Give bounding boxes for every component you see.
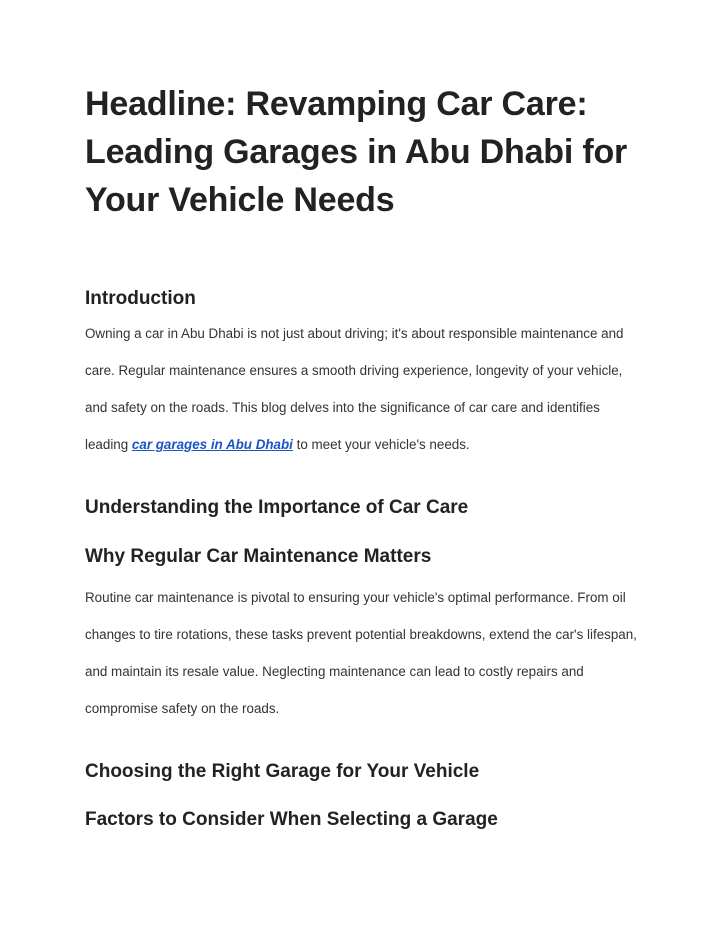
page-title: Headline: Revamping Car Care: Leading Garages in Abu Dhabi for Your Vehicle Needs [85, 85, 628, 219]
why-maintenance-paragraph: Routine car maintenance is pivotal to ensuring your vehicle's optimal performance. From oil changes to tire rotations, these tasks prevent potential breakdowns, extend the car's lifespan, and maintain its resale value. Neglecting maintenance can lead to costly repairs and compromise safety on the roads. [85, 590, 637, 716]
introduction-heading: Introduction [85, 288, 196, 309]
car-garages-link[interactable]: car garages in Abu Dhabi [131, 437, 293, 452]
introduction-text-end: to meet your vehicle's needs. [292, 437, 470, 452]
introduction-paragraph [85, 315, 645, 463]
introduction-text-start: Owning a car in Abu Dhabi is not just about driving; it's about responsible maintenance and care. Regular maintenance ensures a smooth driving experience, longevity of your vehicle, and safety on the roads. This blog delves into the significance of car care and identifies leading [85, 326, 624, 452]
document-content [85, 80, 645, 833]
why-maintenance-heading: Why Regular Car Maintenance Matters [85, 546, 432, 567]
factors-heading: Factors to Consider When Selecting a Garage [85, 809, 498, 830]
importance-heading: Understanding the Importance of Car Care [85, 497, 469, 518]
choosing-garage-heading: Choosing the Right Garage for Your Vehicle [85, 761, 480, 782]
